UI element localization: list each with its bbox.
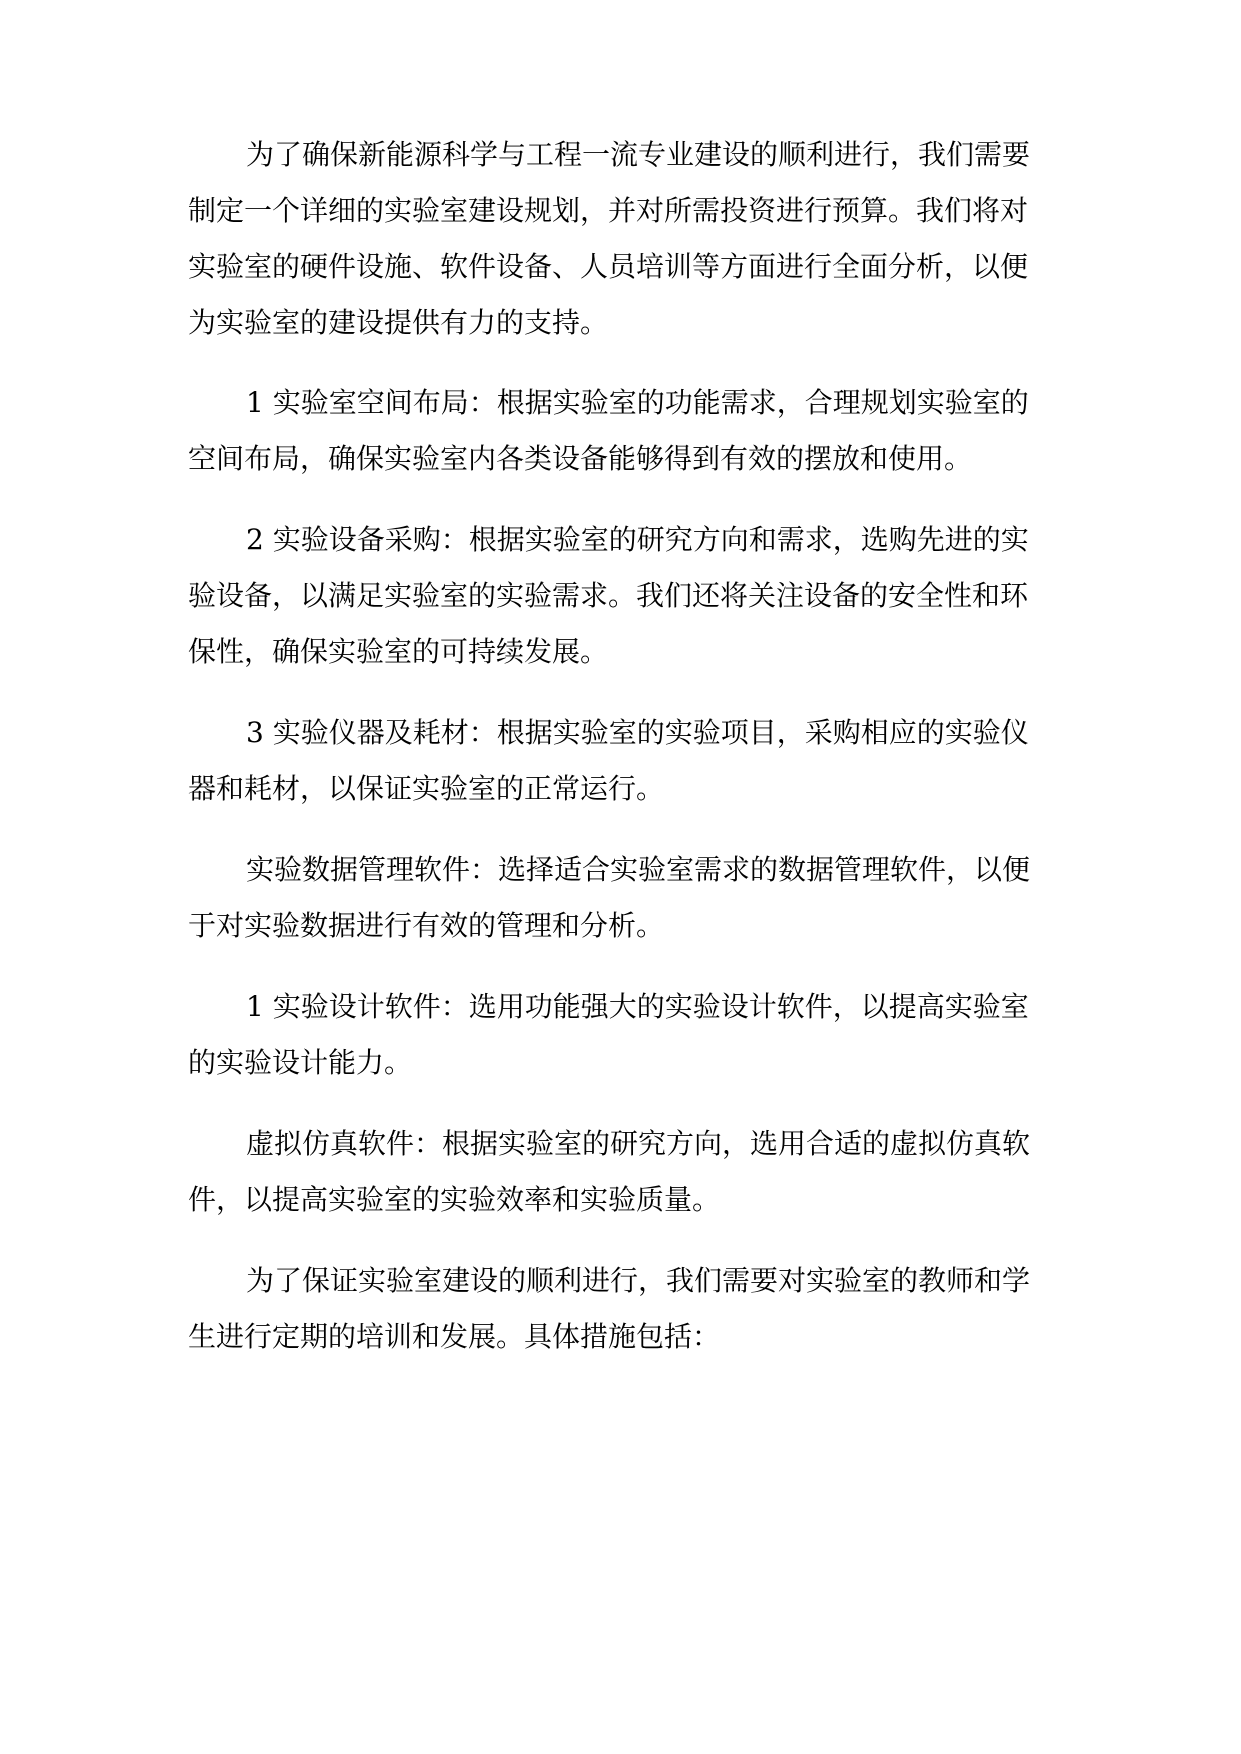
paragraph-8-line-1: 为了保证实验室建设的顺利进行，我们需要对实验室的教师和学 [246,1264,1031,1297]
paragraph-1-line-1: 为了确保新能源科学与工程一流专业建设的顺利进行，我们需要 [246,138,1031,171]
paragraph-1-line-3: 实验室的硬件设施、软件设备、人员培训等方面进行全面分析，以便 [188,250,1029,283]
paragraph-2-line-2: 空间布局，确保实验室内各类设备能够得到有效的摆放和使用。 [188,442,973,475]
paragraph-5-line-1: 实验数据管理软件：选择适合实验室需求的数据管理软件，以便 [246,853,1031,886]
paragraph-4-line-2: 器和耗材，以保证实验室的正常运行。 [188,772,665,805]
paragraph-2-line-1: 1 实验室空间布局：根据实验室的功能需求，合理规划实验室的 [246,386,1029,419]
paragraph-3-line-2: 验设备，以满足实验室的实验需求。我们还将关注设备的安全性和环 [188,579,1029,612]
paragraph-6-line-2: 的实验设计能力。 [188,1046,413,1079]
paragraph-5-line-2: 于对实验数据进行有效的管理和分析。 [188,909,665,942]
paragraph-7-line-2: 件，以提高实验室的实验效率和实验质量。 [188,1183,721,1216]
paragraph-1-line-4: 为实验室的建设提供有力的支持。 [188,306,609,339]
paragraph-1-line-2: 制定一个详细的实验室建设规划，并对所需投资进行预算。我们将对 [188,194,1029,227]
paragraph-4-line-1: 3 实验仪器及耗材：根据实验室的实验项目，采购相应的实验仪 [246,716,1029,749]
paragraph-3-line-3: 保性，确保实验室的可持续发展。 [188,635,609,668]
paragraph-3-line-1: 2 实验设备采购：根据实验室的研究方向和需求，选购先进的实 [246,523,1029,556]
paragraph-7-line-1: 虚拟仿真软件：根据实验室的研究方向，选用合适的虚拟仿真软 [246,1127,1031,1160]
paragraph-6-line-1: 1 实验设计软件：选用功能强大的实验设计软件，以提高实验室 [246,990,1029,1023]
paragraph-8-line-2: 生进行定期的培训和发展。具体措施包括： [188,1320,721,1353]
